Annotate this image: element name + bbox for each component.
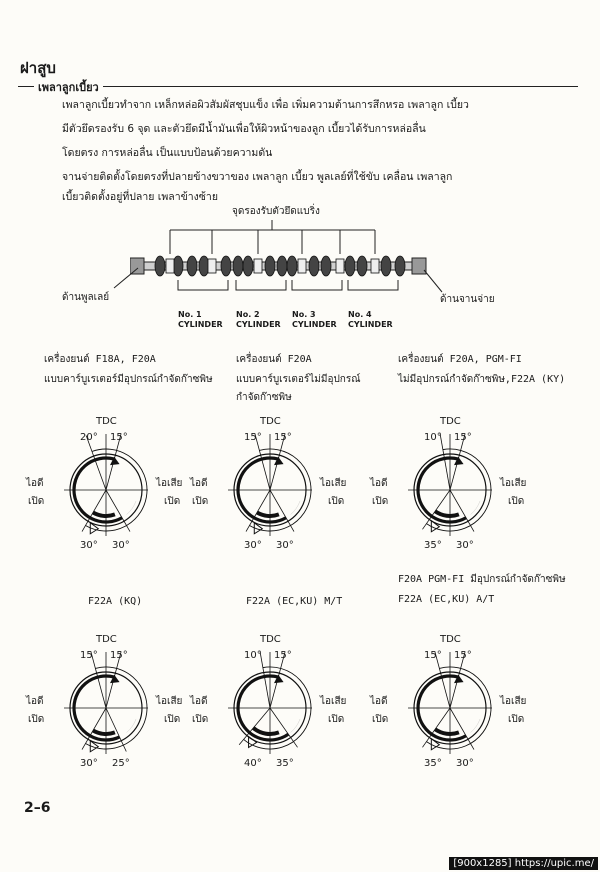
angle-top-right: 15° bbox=[110, 650, 128, 661]
angle-top-right: 15° bbox=[274, 650, 292, 661]
tdc-label: TDC bbox=[96, 416, 117, 427]
section-title: ฝาสูบ bbox=[20, 59, 56, 77]
angle-top-right: 15° bbox=[274, 432, 292, 443]
exhaust-open-label: เปิด bbox=[164, 496, 181, 507]
pulley-side-label: ด้านพูลเลย์ bbox=[62, 292, 110, 303]
angle-bottom-right: 35° bbox=[276, 758, 294, 769]
diagram-6-heading2: F22A (EC,KU) A/T bbox=[398, 594, 495, 605]
page-number: 2–6 bbox=[24, 800, 51, 816]
paragraph-line-4: จานจ่ายติดตั้งโดยตรงที่ปลายข้างขวาของ เพลาลูก เบี้ยว พูลเลย์ที่ใช้ขับ เคลื่อน เพลาลูก bbox=[62, 171, 453, 183]
exhaust-open-label: เปิด bbox=[328, 496, 345, 507]
exhaust-label: ไอเสีย bbox=[500, 478, 527, 489]
angle-bottom-left: 40° bbox=[244, 758, 262, 769]
paragraph-line-5: เบี้ยวติดตั้งอยู่ที่ปลาย เพลาข้างซ้าย bbox=[62, 191, 218, 203]
cylinder-4: No. 4 CYLINDER bbox=[348, 310, 393, 329]
angle-bottom-left: 35° bbox=[424, 758, 442, 769]
angle-top-left: 15° bbox=[244, 432, 262, 443]
angle-bottom-left: 30° bbox=[80, 540, 98, 551]
diagram-5-heading: F22A (EC,KU) M/T bbox=[246, 596, 343, 607]
diagram-1-sub: แบบคาร์บูเรเตอร์มีอุปกรณ์กำจัดก๊าซพิษ bbox=[44, 374, 213, 385]
tdc-label: TDC bbox=[260, 416, 281, 427]
exhaust-open-label: เปิด bbox=[164, 714, 181, 725]
diagram-3-heading: เครื่องยนต์ F20A, PGM-FI bbox=[398, 354, 522, 365]
diagram-3-sub: ไม่มีอุปกรณ์กำจัดก๊าซพิษ,F22A (KY) bbox=[398, 374, 566, 385]
intake-label: ไอดี bbox=[26, 696, 44, 707]
intake-arc-inner bbox=[93, 731, 115, 734]
angle-bottom-left: 30° bbox=[80, 758, 98, 769]
intake-open-label: เปิด bbox=[192, 714, 209, 725]
angle-top-right: 15° bbox=[454, 650, 472, 661]
angle-top-right: 15° bbox=[454, 432, 472, 443]
diagram-2-heading: เครื่องยนต์ F20A bbox=[236, 354, 312, 365]
intake-label: ไอดี bbox=[370, 478, 388, 489]
diagram-1-heading: เครื่องยนต์ F18A, F20A bbox=[44, 354, 156, 365]
paragraph-line-2: มีตัวยึดรองรับ 6 จุด และตัวยึดมีน้ำมันเพื่อให้ผิวหน้าของลูก เบี้ยวได้รับการหล่อลื่น bbox=[62, 123, 426, 135]
angle-top-right: 15° bbox=[110, 432, 128, 443]
diagram-2-sub2: กำจัดก๊าซพิษ bbox=[236, 392, 292, 403]
angle-bottom-left: 30° bbox=[244, 540, 262, 551]
angle-top-left: 20° bbox=[80, 432, 98, 443]
intake-label: ไอดี bbox=[190, 696, 208, 707]
cylinder-3: No. 3 CYLINDER bbox=[292, 310, 337, 329]
exhaust-open-label: เปิด bbox=[508, 496, 525, 507]
cylinder-2: No. 2 CYLINDER bbox=[236, 310, 281, 329]
exhaust-label: ไอเสีย bbox=[500, 696, 527, 707]
exhaust-label: ไอเสีย bbox=[156, 696, 183, 707]
bearing-label: จุดรองรับตัวยึดแบริ่ง bbox=[232, 206, 320, 217]
diagram-6-heading: F20A PGM-FI มีอุปกรณ์กำจัดก๊าซพิษ bbox=[398, 574, 566, 585]
angle-bottom-right: 30° bbox=[456, 540, 474, 551]
paragraph-line-1: เพลาลูกเบี้ยวทำจาก เหล็กหล่อผิวสัมผัสชุบแข็ง เพื่อ เพิ่มความต้านการสึกหรอ เพลาลูก เบี้ยว bbox=[62, 99, 469, 111]
exhaust-label: ไอเสีย bbox=[320, 696, 347, 707]
tdc-label: TDC bbox=[96, 634, 117, 645]
intake-arc-inner bbox=[253, 728, 279, 734]
tdc-label: TDC bbox=[260, 634, 281, 645]
intake-open-label: เปิด bbox=[372, 714, 389, 725]
exhaust-open-label: เปิด bbox=[508, 714, 525, 725]
intake-arc-inner bbox=[93, 513, 115, 516]
intake-open-label: เปิด bbox=[28, 496, 45, 507]
tdc-label: TDC bbox=[440, 416, 461, 427]
corner-note: [900x1285] https://upic.me/ bbox=[449, 857, 598, 870]
intake-label: ไอดี bbox=[190, 478, 208, 489]
angle-top-left: 15° bbox=[424, 650, 442, 661]
angle-top-left: 10° bbox=[424, 432, 442, 443]
angle-top-left: 15° bbox=[80, 650, 98, 661]
cylinder-1: No. 1 CYLINDER bbox=[178, 310, 223, 329]
intake-arc-inner bbox=[435, 511, 459, 516]
angle-bottom-left: 35° bbox=[424, 540, 442, 551]
paragraph-line-3: โดยตรง การหล่อลื่น เป็นแบบป้อนด้วยความดัน bbox=[62, 147, 273, 159]
diagram-4-heading: F22A (KQ) bbox=[88, 596, 143, 607]
intake-arc-inner bbox=[435, 729, 459, 734]
angle-bottom-right: 25° bbox=[112, 758, 130, 769]
subsection-title: เพลาลูกเบี้ยว bbox=[34, 78, 103, 96]
angle-bottom-right: 30° bbox=[456, 758, 474, 769]
exhaust-label: ไอเสีย bbox=[320, 478, 347, 489]
angle-top-left: 10° bbox=[244, 650, 262, 661]
intake-arc-inner bbox=[257, 513, 279, 516]
diagram-2-sub: แบบคาร์บูเรเตอร์ไม่มีอุปกรณ์ bbox=[236, 374, 361, 385]
distributor-side-label: ด้านจานจ่าย bbox=[440, 294, 495, 305]
intake-open-label: เปิด bbox=[372, 496, 389, 507]
exhaust-label: ไอเสีย bbox=[156, 478, 183, 489]
angle-bottom-right: 30° bbox=[276, 540, 294, 551]
intake-open-label: เปิด bbox=[192, 496, 209, 507]
angle-bottom-right: 30° bbox=[112, 540, 130, 551]
intake-open-label: เปิด bbox=[28, 714, 45, 725]
intake-label: ไอดี bbox=[370, 696, 388, 707]
intake-label: ไอดี bbox=[26, 478, 44, 489]
exhaust-open-label: เปิด bbox=[328, 714, 345, 725]
tdc-label: TDC bbox=[440, 634, 461, 645]
